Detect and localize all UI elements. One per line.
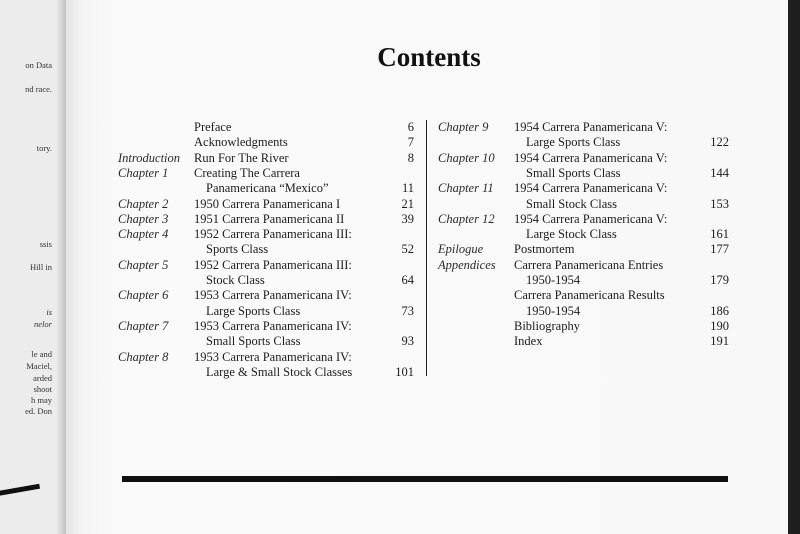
- toc-entry-page: 177: [710, 242, 729, 257]
- toc-entry-title: Large Sports Class: [526, 135, 621, 150]
- toc-entry-label: Chapter 4: [118, 227, 169, 242]
- toc-entry-title: Carrera Panamericana Results: [514, 288, 665, 303]
- toc-entry-page: 101: [395, 364, 414, 379]
- left-page-line: shoot: [33, 384, 52, 394]
- toc-entry-page: 8: [407, 150, 414, 165]
- toc-entry-label: Chapter 12: [438, 211, 495, 226]
- toc-entry-page: 153: [710, 196, 729, 211]
- toc-entry-label: Chapter 1: [118, 165, 169, 180]
- toc-entry-page: 190: [710, 318, 729, 333]
- left-page-line: tory.: [36, 143, 52, 153]
- toc-entry-title: Preface: [194, 120, 232, 134]
- toc-entry-title: Bibliography: [514, 318, 580, 333]
- toc-entry-page: 39: [401, 211, 414, 226]
- column-divider: [426, 120, 427, 376]
- toc-entry-title: Index: [514, 334, 543, 349]
- toc-entry-title: Panamericana “Mexico”: [206, 181, 329, 196]
- toc-entry-title: Large Sports Class: [206, 303, 301, 318]
- toc-entry-label: Introduction: [118, 150, 181, 165]
- left-page-line: le and: [31, 349, 52, 359]
- left-page-line: nelor: [34, 319, 52, 329]
- toc-entry-label: Chapter 6: [118, 288, 169, 303]
- toc-entry-title: Small Sports Class: [526, 165, 621, 180]
- left-page-line: Maciel,: [26, 361, 52, 371]
- toc-entry-page: 73: [401, 303, 414, 318]
- left-page-line: on Data: [25, 60, 52, 70]
- toc-entry-title: 1954 Carrera Panamericana V:: [514, 181, 668, 196]
- toc-entry-label: Chapter 5: [118, 257, 169, 272]
- left-page-line: h may: [30, 395, 52, 405]
- toc-entry-title: Small Sports Class: [206, 334, 301, 349]
- toc-entry-page: 93: [401, 334, 414, 349]
- left-page-line: ed. Don: [25, 406, 52, 416]
- toc-entry-page: 144: [710, 165, 729, 180]
- toc-entry-label: Epilogue: [438, 242, 484, 257]
- page-title: Contents: [377, 42, 481, 72]
- toc-entry-label: Appendices: [438, 257, 496, 272]
- toc-entry-page: 52: [401, 242, 414, 257]
- toc-entry-title: Acknowledgments: [194, 135, 288, 150]
- toc-entry-page: 186: [710, 303, 729, 318]
- toc-entry-page: 179: [710, 273, 729, 287]
- left-page-line: nd race.: [25, 84, 52, 94]
- toc-entry-title: 1952 Carrera Panamericana III:: [194, 257, 352, 272]
- toc-entry-title: 1950 Carrera Panamericana I: [194, 196, 341, 211]
- toc-entry-label: Chapter 10: [438, 150, 495, 165]
- toc-entry-label: Chapter 11: [438, 181, 494, 196]
- toc-entry-title: 1950-1954: [526, 303, 581, 318]
- toc-entry-label: Chapter 9: [438, 120, 489, 134]
- book-edge: [788, 0, 800, 534]
- toc-entry-title: 1951 Carrera Panamericana II: [194, 211, 345, 226]
- left-page-line: arded: [33, 373, 52, 383]
- contents-page: [66, 0, 788, 534]
- toc-entry-page: 161: [710, 227, 729, 242]
- toc-entry-title: Large Stock Class: [526, 227, 617, 242]
- left-page-rule: [0, 484, 40, 498]
- toc-entry-page: 122: [710, 135, 729, 150]
- left-page: [0, 0, 66, 534]
- toc-entry-title: 1954 Carrera Panamericana V:: [514, 211, 668, 226]
- toc-entry-title: Sports Class: [206, 242, 269, 257]
- bottom-rule: [122, 476, 728, 482]
- toc-entry-page: 7: [407, 135, 414, 150]
- toc-entry-page: 21: [401, 196, 414, 211]
- toc-entry-title: Carrera Panamericana Entries: [514, 257, 664, 272]
- toc-entry-label: Chapter 3: [118, 211, 169, 226]
- toc-entry-title: Postmortem: [514, 242, 575, 257]
- page-gutter-shadow: [56, 0, 66, 534]
- toc-entry-title: 1954 Carrera Panamericana V:: [514, 120, 668, 134]
- toc-entry-title: 1950-1954: [526, 273, 581, 287]
- toc-entry-title: 1952 Carrera Panamericana III:: [194, 227, 352, 242]
- toc-entry-title: 1954 Carrera Panamericana V:: [514, 150, 668, 165]
- toc-entry-page: 6: [407, 120, 414, 134]
- toc-entry-label: Chapter 2: [118, 196, 169, 211]
- toc-entry-label: Chapter 7: [118, 318, 169, 333]
- toc-entry-title: 1953 Carrera Panamericana IV:: [194, 318, 352, 333]
- toc-entry-title: Small Stock Class: [526, 196, 617, 211]
- toc-entry-title: 1953 Carrera Panamericana IV:: [194, 288, 352, 303]
- toc-entry-title: Run For The River: [194, 150, 289, 165]
- toc-entry-title: Large & Small Stock Classes: [206, 364, 353, 379]
- toc-entry-title: Creating The Carrera: [194, 165, 300, 180]
- toc-entry-page: 64: [401, 273, 414, 287]
- toc-entry-title: 1953 Carrera Panamericana IV:: [194, 349, 352, 364]
- toc-entry-title: Stock Class: [206, 273, 265, 287]
- left-page-line: is: [46, 307, 52, 317]
- toc-entry-page: 11: [401, 181, 414, 196]
- toc-entry-page: 191: [710, 334, 729, 349]
- left-page-line: ssis: [39, 239, 52, 249]
- left-page-line: Hill in: [30, 262, 52, 272]
- toc-entry-label: Chapter 8: [118, 349, 169, 364]
